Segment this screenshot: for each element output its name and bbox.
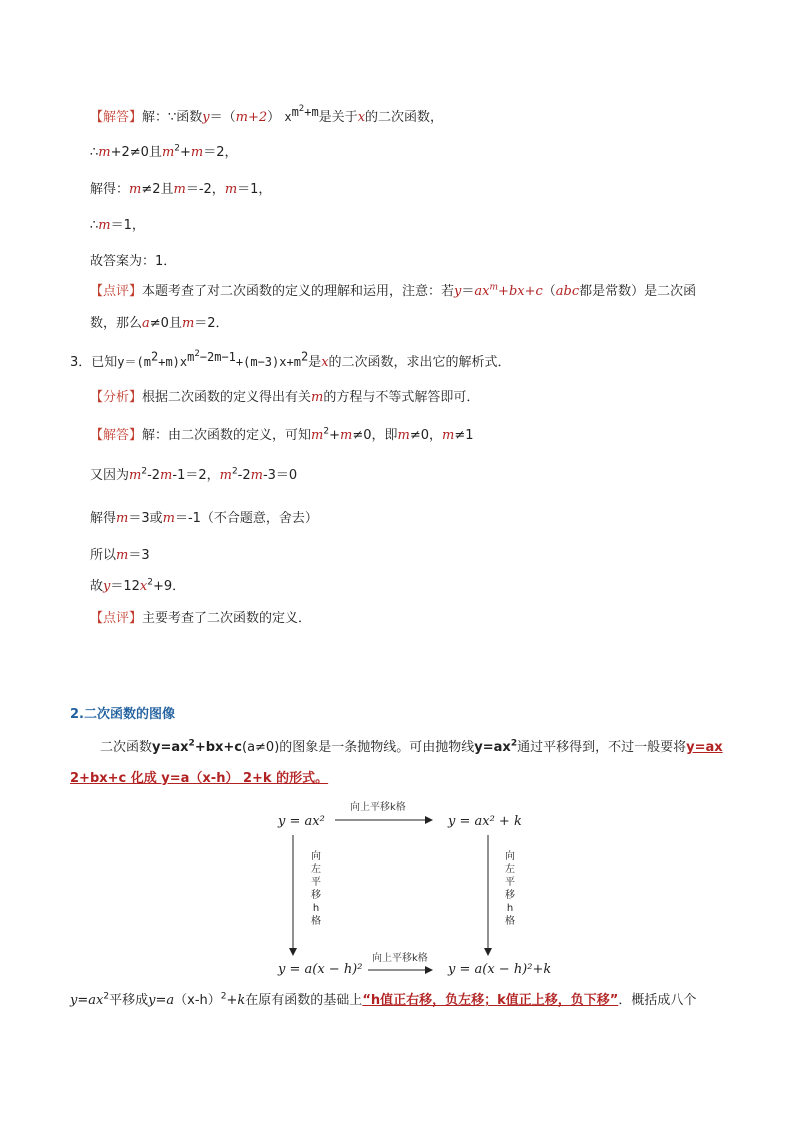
section-paragraph-line-3: $y=ax^2$平移成$y=a(x-h)^2+k$在原有函数的基础上“h值正右移，负左移；k值正上移，负下移”．概括成八个 <box>70 991 697 1008</box>
formula-bottom-right: y = a(x − h)²+k <box>448 962 552 977</box>
formula-top-right: y = ax² + k <box>448 814 522 829</box>
translation-diagram <box>260 795 560 985</box>
comment-tag: 【点评】 <box>90 284 143 299</box>
comment-tag: 【点评】 <box>90 611 143 626</box>
label-left: 向左平移h格 <box>311 851 321 927</box>
solution-line-2: ∴m+2≠0且$m^2+m=2$， <box>90 143 238 160</box>
q3-solution-line-2: 又因为$m^2-2m-1=2$，$m^2-2m-3=0$ <box>90 466 298 483</box>
section-paragraph-line-2: 2+bx+c 化成 y=a（x-h） 2+k 的形式。 <box>70 771 329 786</box>
formula-top-left: y = ax² <box>278 814 325 829</box>
question-3: 3．已知$y=(m^2+m)x^{m^2-2m-1}+(m-3)x+m^2$是x的二次函数，求出它的解析式． <box>70 348 511 370</box>
comment-line-1: 【点评】本题考查了对二次函数的定义的理解和运用，注意：若$y=ax^m+bx+c(abc$都是常数）是二次函 <box>90 282 697 299</box>
solution-line-1: 【解答】解：∵函数y＝（m+2） $x^{m^2+m}$是关于x的二次函数， <box>90 103 444 125</box>
label-right: 向左平移h格 <box>505 851 515 927</box>
label-top: 向上平移k格 <box>350 802 406 813</box>
q3-comment-line: 【点评】主要考查了二次函数的定义． <box>90 611 312 626</box>
q3-solution-line-4: 所以m＝3 <box>90 548 150 563</box>
section-paragraph-line-1: 二次函数$y=ax^2+bx+c(a\ne 0)$的图象是一条抛物线。可由抛物线$y=ax^2$通过平移得到，不过一般要将y=ax <box>100 738 723 755</box>
section-heading: 2.二次函数的图像 <box>70 707 175 722</box>
formula-bottom-left: y = a(x − h)² <box>278 962 363 977</box>
answer-tag: 【解答】 <box>90 110 143 125</box>
solution-line-5: 故答案为：1． <box>90 254 177 269</box>
label-bottom: 向上平移k格 <box>372 953 428 964</box>
comment-line-2: 数，那么a≠0且m＝2． <box>90 316 229 331</box>
analysis-tag: 【分析】 <box>90 390 143 405</box>
question-number: 3． <box>70 355 92 370</box>
answer-tag: 【解答】 <box>90 428 143 443</box>
q3-solution-line-1: 【解答】解：由二次函数的定义，可知$m^2+m\ne 0$，即m≠0，m≠1 <box>90 426 474 443</box>
q3-solution-line-5: 故$y=12x^2+9$． <box>90 577 186 594</box>
solution-line-3: 解得：m≠2且m＝-2，m＝1， <box>90 182 272 197</box>
analysis-line: 【分析】根据二次函数的定义得出有关m的方程与不等式解答即可． <box>90 390 480 405</box>
q3-solution-line-3: 解得m＝3或m＝-1（不合题意，舍去） <box>90 511 318 526</box>
solution-line-4: ∴m＝1， <box>90 218 145 233</box>
